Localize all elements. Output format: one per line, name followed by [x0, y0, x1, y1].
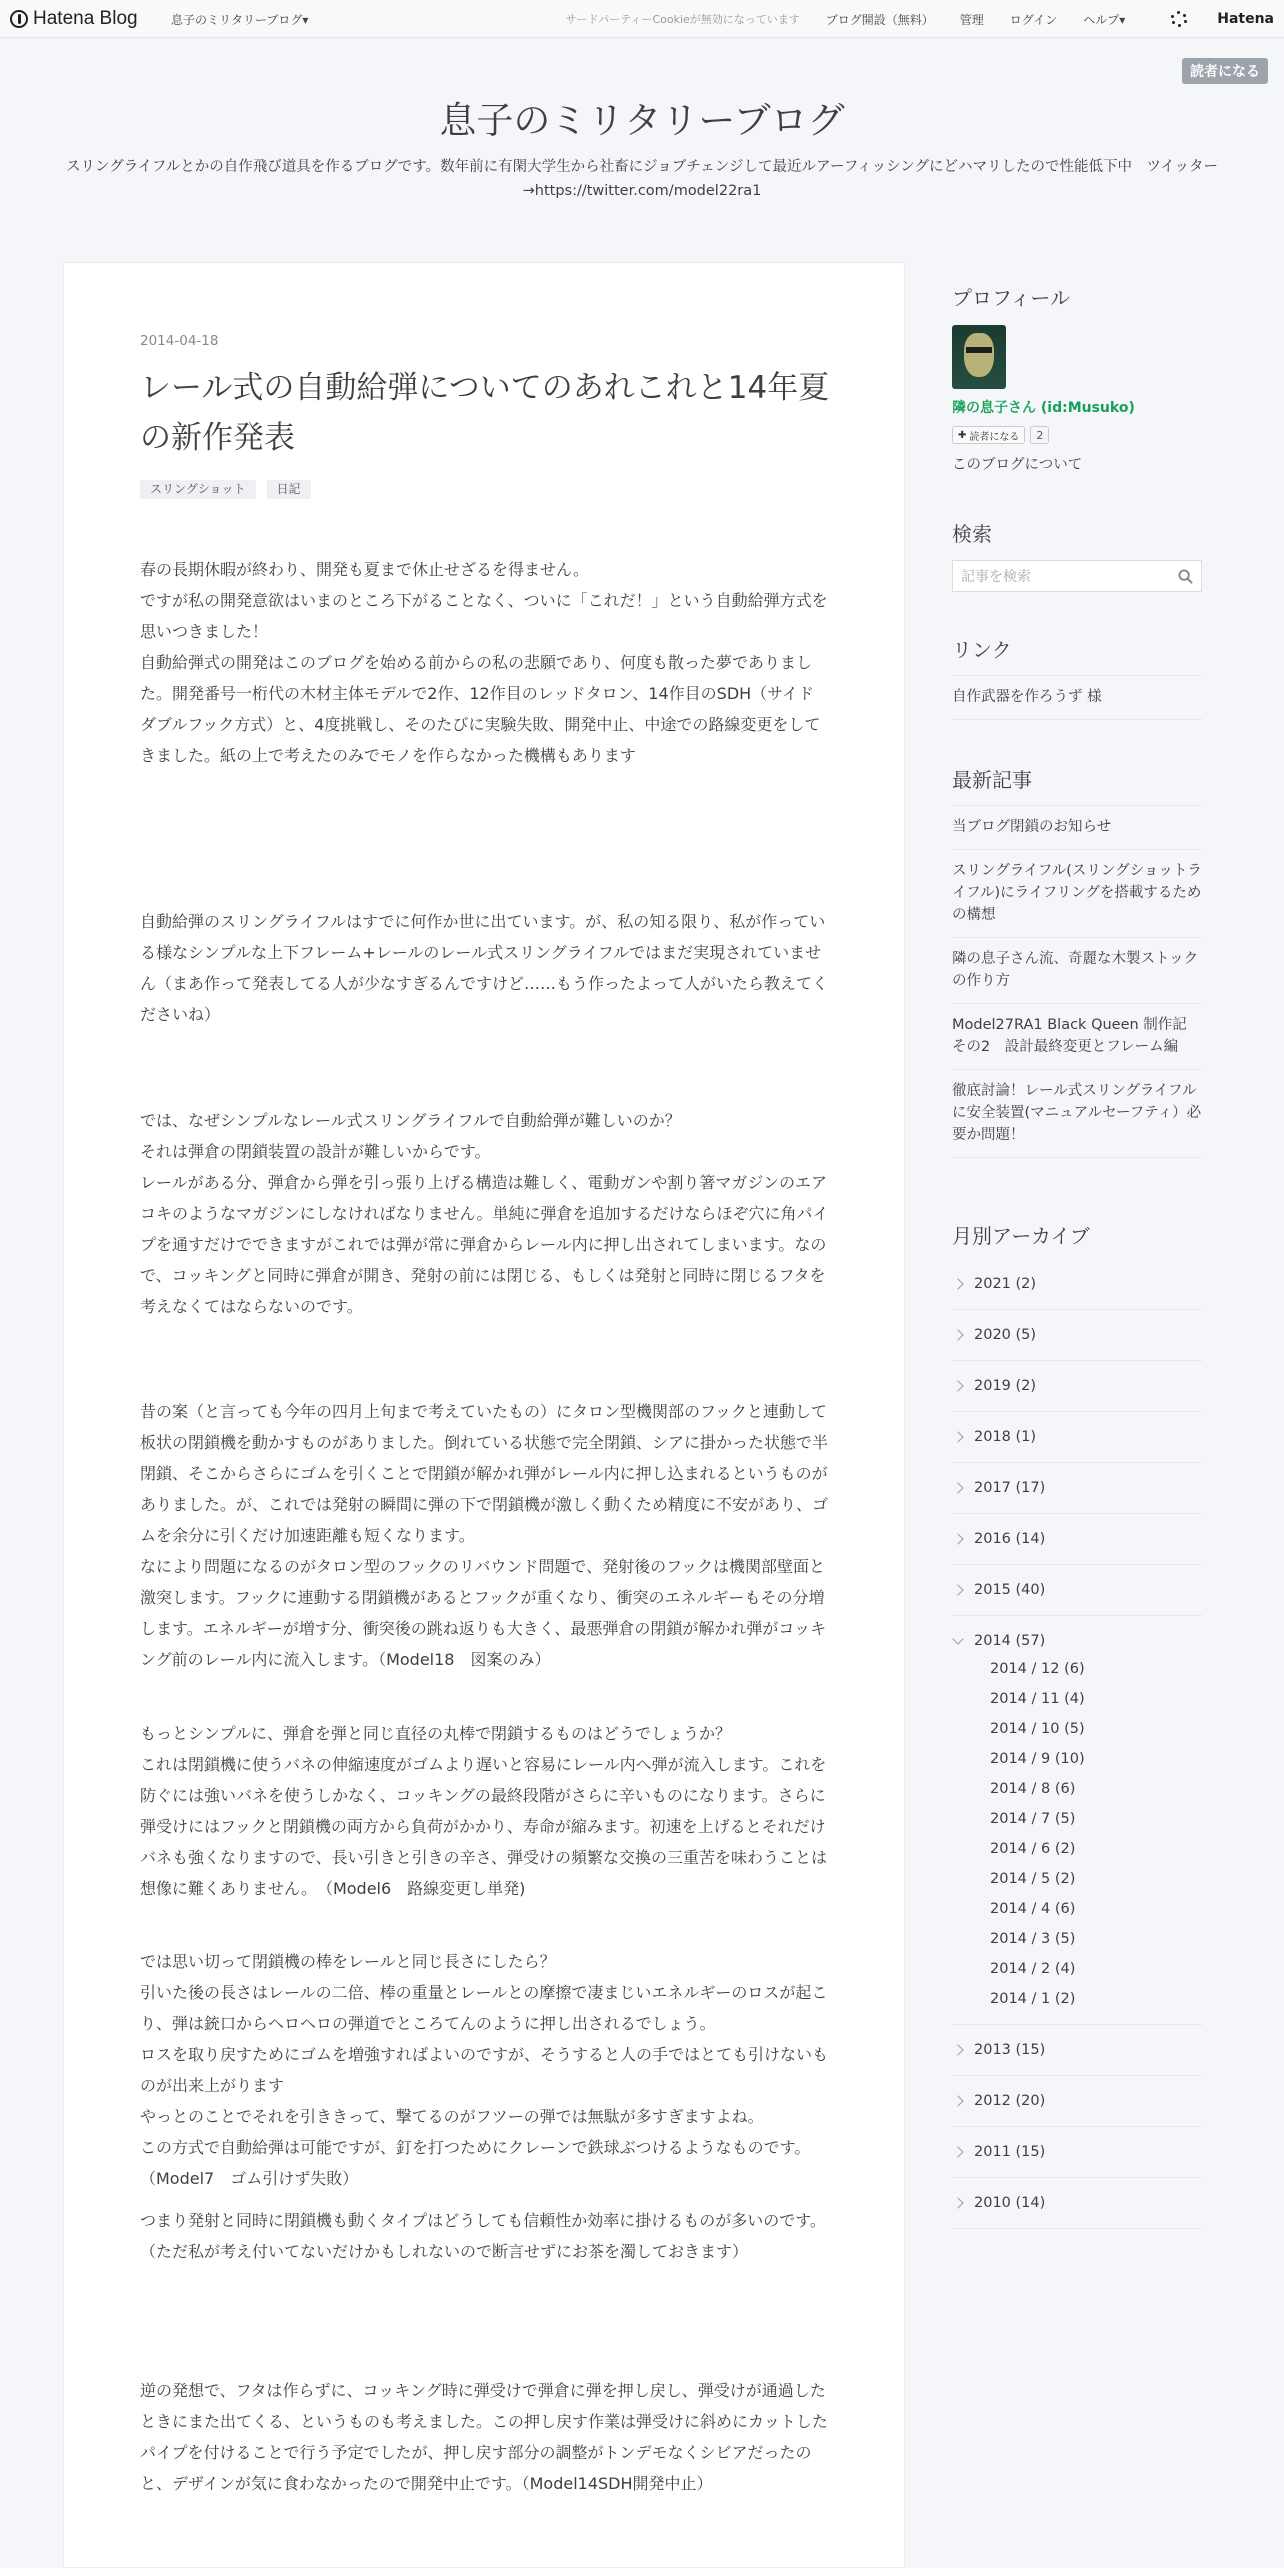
search-heading: 検索 — [952, 522, 992, 546]
paragraph-text: では、なぜシンプルなレール式スリングライフルで自動給弾が難しいのか？ それは弾倉の閉鎖装置の設計が難しいからです。 レールがある分、弾倉から弾を引っ張り上げる構造は難しく、電動ガンや割り箸マガジンのエアコキのようなマガジンにしなければなりません。単純に弾倉を追加するだけならほぞ穴に角パイプを通すだけでできますがこれでは弾が常に弾倉からレール内に押し出されてしまいます。なので、コッキングと同時に弾倉が開き、発射の前には閉じる、もしくは発射と同時に閉じるフタを考えなくてはならないのです。 — [140, 1111, 829, 1316]
chevron-right-icon — [952, 1584, 963, 1595]
archive-year-2017[interactable] — [952, 1463, 1202, 1514]
archive-year-label: 2021 (2) — [974, 1276, 1037, 1292]
paragraph-text: もっとシンプルに、弾倉を弾と同じ直径の丸棒で閉鎖するものはどうでしょうか？ これは閉鎖機に使うバネの伸縮速度がゴムより遅いと容易にレール内へ弾が流入します。これを防ぐには強いバネを使うしかなく、コッキングの最終段階がさらに辛いものになります。さらに弾受けにはフックと閉鎖機の両方から負荷がかかり、寿命が縮みます。初速を上げるとそれだけバネも強くなりますので、長い引きと引きの辛さ、弾受けの頻繁な交換の三重苦を味わうことは想像に難くありません。 （Model6 路線変更し単発) — [140, 1724, 828, 1898]
hatena-dots-icon — [1171, 11, 1187, 27]
paragraph-text: では思い切って閉鎖機の棒をレールと同じ長さにしたら？ 引いた後の長さはレールの二倍、棒の重量とレールとの摩擦で凄まじいエネルギーのロスが起こり、弾は銃口からヘロヘロの弾道でところてんのように押し出されるでしょう。 ロスを取り戻すためにゴムを増強すればよいのですが、そうすると人の手ではとても引けないものが出来上がります やっとのことでそれを引ききって、撃てるのがフツーの弾では無駄が多すぎますよね。 この方式で自動給弾は可能ですが、釘を打つためにクレーンで鉄球ぶつけるようなものです。（Model7 ゴム引けず失敗） — [140, 1952, 829, 2188]
archive-module — [952, 1220, 1202, 2229]
profile-subscribe-label: 読者になる — [969, 431, 1020, 443]
plus-icon: ✚ — [958, 429, 967, 441]
archive-year-label: 2016 (14) — [974, 1531, 1046, 1547]
archive-year-2014[interactable] — [952, 1628, 1202, 1654]
archive-year-2020[interactable] — [952, 1310, 1202, 1361]
archive-month[interactable]: 2014 / 1 (2) — [990, 1991, 1076, 2007]
paragraph-8 — [140, 2375, 830, 2499]
blog-title[interactable]: 息子のミリタリーブログ — [439, 99, 845, 142]
chevron-right-icon — [952, 2146, 963, 2157]
archive-year-2019[interactable] — [952, 1361, 1202, 1412]
cookie-notice[interactable]: サードパーティーCookieが無効になっています — [565, 13, 800, 26]
profile-subscribe-button[interactable] — [952, 426, 1025, 444]
paragraph-5 — [140, 1718, 830, 1904]
archive-year-label: 2015 (40) — [974, 1582, 1046, 1598]
chevron-right-icon — [952, 2095, 963, 2106]
archive-year-2015[interactable] — [952, 1565, 1202, 1616]
archive-month[interactable]: 2014 / 5 (2) — [990, 1871, 1076, 1887]
entry-card — [63, 262, 905, 2568]
archive-year-2021[interactable] — [952, 1259, 1202, 1310]
recent-entry[interactable]: スリングライフル(スリングショットライフル)にライフリングを搭載するための構想 — [952, 850, 1202, 938]
chevron-right-icon — [952, 1533, 963, 1544]
hatena-logo-icon — [10, 10, 28, 28]
archive-month[interactable]: 2014 / 10 (5) — [990, 1721, 1085, 1737]
archive-month[interactable]: 2014 / 8 (6) — [990, 1781, 1076, 1797]
archive-year-label: 2010 (14) — [974, 2195, 1046, 2211]
archive-month[interactable]: 2014 / 9 (10) — [990, 1751, 1085, 1767]
help-dropdown[interactable]: ヘルプ▾ — [1083, 12, 1126, 27]
entry-title[interactable]: レール式の自動給弾についてのあれこれと14年夏の新作発表 — [140, 370, 830, 456]
paragraph-text: つまり発射と同時に閉鎖機も動くタイプはどうしても信頼性か効率に掛けるものが多いのです。（ただ私が考え付いてないだけかもしれないので断言せずにお茶を濁しておきます） — [140, 2211, 826, 2261]
archive-year-2010[interactable] — [952, 2178, 1202, 2229]
profile-module — [952, 282, 1202, 474]
profile-heading: プロフィール — [952, 286, 1070, 310]
paragraph-7 — [140, 2205, 830, 2267]
archive-year-2016[interactable] — [952, 1514, 1202, 1565]
recent-entry[interactable]: 隣の息子さん流、奇麗な木製ストックの作り方 — [952, 938, 1202, 1004]
hatena-blog-logo[interactable] — [10, 7, 138, 31]
chevron-right-icon — [952, 2044, 963, 2055]
paragraph-4 — [140, 1396, 830, 1675]
archive-year-label: 2013 (15) — [974, 2042, 1046, 2058]
archive-year-label: 2012 (20) — [974, 2093, 1046, 2109]
archive-month[interactable]: 2014 / 4 (6) — [990, 1901, 1076, 1917]
subscribe-button[interactable]: 読者になる — [1182, 58, 1268, 84]
entry-date[interactable]: 2014-04-18 — [140, 333, 219, 349]
paragraph-text: 自動給弾のスリングライフルはすでに何作か世に出ています。が、私の知る限り、私が作っている様なシンプルな上下フレーム+レールのレール式スリングライフルではまだ実現されていません（まあ作って発表してる人が少なすぎるんですけど……もう作ったよって人がいたら教えてくださいね） — [140, 912, 829, 1024]
paragraph-text: 昔の案（と言っても今年の四月上旬まで考えていたもの）にタロン型機関部のフックと連動して板状の閉鎖機を動かすものがありました。倒れている状態で完全閉鎖、シアに掛かった状態で半閉鎖、そこからさらにゴムを引くことで閉鎖が解かれ弾がレール内に押し込まれるというものがありました。が、これでは発射の瞬間に弾の下で閉鎖機が激しく動くため精度に不安があり、ゴムを余分に引くだけ加速距離も短くなります。 なにより問題になるのがタロン型のフックのリバウンド問題で、発射後のフックは機関部壁面と激突します。フックに連動する閉鎖機があるとフックが重くなり、衝突のエネルギーもその分増します。エネルギーが増す分、衝突後の跳ね返りも大きく、最悪弾倉の閉鎖が解かれ弾がコッキング前のレール内に流入します。（Model18 図案のみ） — [140, 1402, 829, 1669]
paragraph-text: 逆の発想で、フタは作らずに、コッキング時に弾受けで弾倉に弾を押し戻し、弾受けが通過したときにまた出てくる、というものも考えました。この押し戻す作業は弾受けに斜めにカットしたパイプを付けることで行う予定でしたが、押し戻す部分の調整がトンデモなくシビアだったのと、デザインが気に食わなかったので開発中止です。（Model14SDH開発中止） — [140, 2381, 828, 2493]
archive-year-label: 2019 (2) — [974, 1378, 1037, 1394]
tag-diary[interactable]: 日記 — [267, 480, 311, 499]
open-blog-link[interactable]: ブログ開設（無料） — [825, 12, 934, 27]
archive-year-2014-open — [952, 1616, 1202, 2025]
chevron-right-icon — [952, 1431, 963, 1442]
chevron-right-icon — [952, 1278, 963, 1289]
archive-month[interactable]: 2014 / 7 (5) — [990, 1811, 1076, 1827]
chevron-right-icon — [952, 2197, 963, 2208]
paragraph-3 — [140, 1105, 830, 1322]
recent-heading: 最新記事 — [952, 768, 1032, 792]
global-header — [0, 0, 1284, 38]
archive-month[interactable]: 2014 / 3 (5) — [990, 1931, 1076, 1947]
chevron-right-icon — [952, 1380, 963, 1391]
links-module — [952, 634, 1202, 720]
archive-year-label: 2014 (57) — [974, 1633, 1046, 1649]
links-heading: リンク — [952, 638, 1012, 662]
search-placeholder: 記事を検索 — [961, 569, 1031, 585]
login-link[interactable]: ログイン — [1009, 12, 1058, 27]
entry-tags — [140, 480, 311, 499]
archive-year-label: 2017 (17) — [974, 1480, 1046, 1496]
paragraph-1 — [140, 554, 830, 771]
archive-year-label: 2011 (15) — [974, 2144, 1046, 2160]
paragraph-2 — [140, 906, 830, 1030]
paragraph-text: 春の長期休暇が終わり、開発も夏まで休止せざるを得ません。 ですが私の開発意欲はいまのところ下がることなく、ついに「これだ！」という自動給弾方式を思いつきました！ 自動給弾式の開発はこのブログを始める前からの私の悲願であり、何度も散った夢でありました。開発番号一桁代の木材主体モデルで2作、12作目のレッドタロン、14作目のSDH（サイドダブルフック方式）と、4度挑戦し、そのたびに実験失敗、開発中止、中途での路線変更をしてきました。紙の上で考えたのみでモノを作らなかった機構もあります — [140, 560, 828, 765]
hatena-label: Hatena — [1217, 11, 1274, 27]
profile-name[interactable]: 隣の息子さん (id:Musuko) — [952, 400, 1135, 416]
archive-year-2013[interactable] — [952, 2025, 1202, 2076]
archive-month[interactable]: 2014 / 11 (4) — [990, 1691, 1085, 1707]
recent-entry[interactable]: 当ブログ閉鎖のお知らせ — [952, 806, 1202, 850]
search-icon[interactable] — [1178, 569, 1193, 584]
archive-year-2011[interactable] — [952, 2127, 1202, 2178]
logo-text: Hatena Blog — [33, 8, 138, 29]
hatena-menu[interactable] — [1145, 11, 1274, 27]
chevron-right-icon — [952, 1329, 963, 1340]
archive-month[interactable]: 2014 / 2 (4) — [990, 1961, 1076, 1977]
archive-year-2018[interactable] — [952, 1412, 1202, 1463]
archive-heading: 月別アーカイブ — [952, 1224, 1090, 1248]
admin-link[interactable]: 管理 — [959, 12, 984, 27]
archive-year-label: 2020 (5) — [974, 1327, 1037, 1343]
recent-entry[interactable]: 徹底討論！レール式スリングライフルに安全装置(マニュアルセーフティ）必要か問題！ — [952, 1070, 1202, 1158]
search-module — [952, 518, 1202, 592]
chevron-right-icon — [952, 1482, 963, 1493]
tag-slingshot[interactable]: スリングショット — [140, 480, 256, 499]
subscriber-count[interactable]: 2 — [1030, 426, 1049, 444]
link-item[interactable]: 自作武器を作ろうず 様 — [952, 675, 1202, 720]
chevron-down-icon — [952, 1633, 963, 1644]
recent-entry[interactable]: Model27RA1 Black Queen 制作記 その2 設計最終変更とフレーム編 — [952, 1004, 1202, 1070]
archive-year-2012[interactable] — [952, 2076, 1202, 2127]
blog-menu-dropdown[interactable]: 息子のミリタリーブログ▾ — [171, 13, 309, 27]
about-blog-link[interactable]: このブログについて — [952, 457, 1083, 473]
blog-description: スリングライフルとかの自作飛び道具を作るブログです。数年前に有閑大学生から社畜にジョブチェンジして最近ルアーフィッシングにどハマリしたので性能低下中 ツイッター→https://twitter.com/model22ra1 — [65, 159, 1219, 199]
paragraph-6 — [140, 1946, 830, 2194]
archive-month[interactable]: 2014 / 6 (2) — [990, 1841, 1076, 1857]
avatar[interactable] — [952, 325, 1006, 389]
search-input[interactable] — [952, 560, 1202, 592]
recent-entries-module — [952, 764, 1202, 1158]
archive-year-label: 2018 (1) — [974, 1429, 1037, 1445]
archive-month[interactable]: 2014 / 12 (6) — [990, 1661, 1085, 1677]
